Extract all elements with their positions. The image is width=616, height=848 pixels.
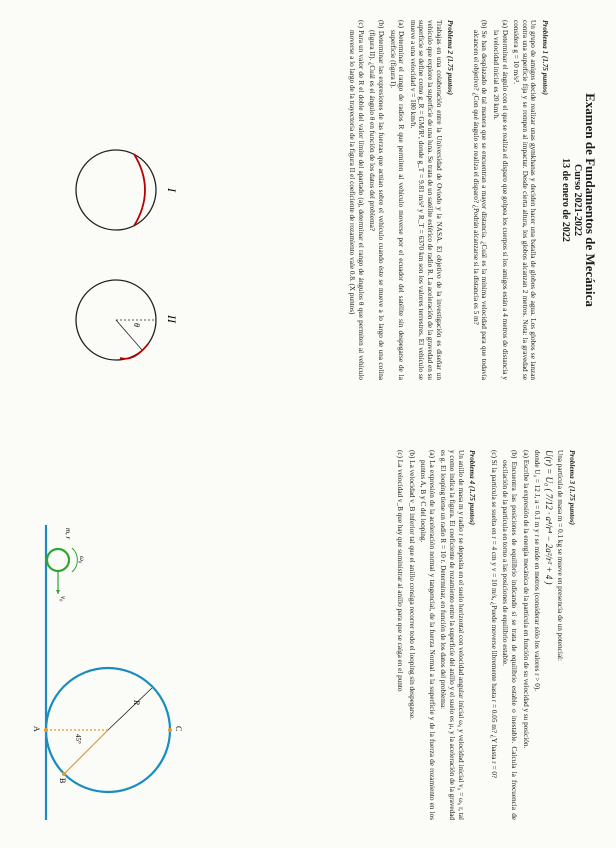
angle-label: 45° (74, 734, 82, 744)
point-C (168, 728, 172, 732)
p1-part-a: (a) Determinar el ángulo con el que se realiza el disparo que golpea los cuerpos si los amigos están a 4 metros de distancia y la velocidad inicial es 20 km/h. (492, 20, 509, 380)
orange-radius (64, 730, 108, 774)
ring-body (47, 528, 86, 602)
p2-title: Problema 2 (1.75 puntos) (446, 20, 455, 96)
figure-II (76, 280, 179, 360)
left-column (345, 20, 616, 380)
p2-figures (56, 130, 186, 390)
exam-title: Examen de Fundamentos de Mecánica (583, 93, 598, 307)
p1-intro: Un grupo de amigos decide realizar unas gymkhanas y deciden hacer una batalla de globos de agua. Los globos se lanzan contra una superficie fija y se rompen al impactar. Desde cierta altura, los globos alcanzan 2 metros. Nota: la gravedad se considera g = 10 m/s². (512, 20, 538, 380)
p1-part-b: (b) Se han desplazado de tal manera que se encuentran a mayor distancia. ¿Cuál es la mínima velocidad para que todavía alcancen el objetivo? ¿Con qué ángulo se realiza el disparo? ¿Podrán alcanzarse si la distancia es 5 m? (471, 20, 489, 380)
p4-part-b: (b) La velocidad v_B inferior tal que el anillo consiga recorrer todo el looping sin despegarse. (407, 450, 416, 720)
exam-course: Curso 2021-2022 (572, 164, 583, 236)
theta-label: θ (132, 323, 141, 327)
p3-equation: U(r) = U₀ ( 7/12 · a⁴/r⁴ − 2a²/r² + 4 ) (543, 450, 554, 585)
point-B (62, 772, 66, 776)
figure-I-label: I (165, 188, 179, 192)
p3-note: donde U₀ = 12 J, a = 0.1 m y r se mide en metros (considerar sólo los valores r > 0). (533, 450, 542, 692)
p3-intro: Una partícula de masa m = 0.1 kg se mueve en presencia de un potencial: (556, 450, 565, 662)
p3-part-c: (c) Si la partícula se suelta en r = 4 cm y v = 10 m/s, ¿Puede moverse libremente hasta r = 0.05 m? ¿Y hasta r = 0? (489, 450, 498, 779)
label-v0: v₀ (59, 596, 67, 602)
label-omega: ω₀ (78, 556, 86, 564)
label-C: C (174, 726, 183, 732)
p4-looping-figure (6, 520, 216, 830)
label-m: m, r (64, 528, 72, 540)
p4-intro: Un anillo de masa m y radio r se deposita en el suelo horizontal con velocidad angular inicial ω₀ y velocidad inicial v₀ = ω₀ r, tal y como indica la figura. El coeficiente de rozamiento entre la superficie del anillo y el suelo es μ, y la aceleración de la gravedad es g. El looping tiene un radio R = 10 r. Determinar, en función de los datos del problema: (439, 450, 465, 820)
p2-part-a: (a) Determinar el rango de radios R que permiten al vehículo moverse por el ecuador del satélite sin despegarse de la superficie (figura I). (388, 20, 406, 380)
point-A (44, 728, 48, 732)
label-A: A (32, 726, 41, 732)
figure-II-label: II (165, 315, 179, 323)
p4-part-a: (a) La expresión de la aceleración normal y tangencial, de la fuerza Normal a la superficie y de la fuerza de rozamiento en los puntos A, B y C del looping. (419, 450, 436, 820)
p2-intro: Trabajas en una colaboración entre la Universidad de Oviedo y la NASA. El objetivo de la investigación es diseñar un vehículo que explore la superficie de una luna. Se trata de un satélite esférico de radio R. La aceleración de la gravedad en su superficie se define como g_R = GM/R², donde g_T = 9.81 m/s² y R_T = 6370 km son los valores terrestres. El vehículo se mueve a una velocidad v = 180 km/h. (408, 20, 443, 380)
exam-date: 13 de enero de 2022 (560, 158, 571, 242)
p1-title: Problema 1 (1.75 puntos) (541, 20, 549, 96)
omega-arrow (72, 548, 77, 572)
p4-title: Problema 4 (1.75 puntos) (468, 450, 477, 526)
label-B: B (58, 778, 67, 784)
figure-I (76, 150, 179, 230)
p3-part-a: (a) Escribe la expresión de la energía mecánica de la partícula en función de su velocidad y su posición. (521, 450, 530, 749)
p3-part-b: (b) Encuentra las posiciones de equilibrio indicando si se trata de equilibrio estable o inestable. Calcula la frecuencia de oscilación de la partícula en torno a las posiciones de equilibrio estable. (501, 450, 519, 820)
radius-line (108, 688, 152, 730)
p2-part-b: (b) Determinar las expresiones de las fuerzas que actúan sobre el vehículo cuando éste se mueve a lo largo de una colina (figura II). ¿Cuál es el ángulo θ en función de los datos del problema? (368, 20, 386, 380)
p2-part-c: (c) Para un valor de R el doble del valor límite del apartado (a), determinar el rango de ángulos θ que permiten al vehículo moverse a lo largo de la trayectoria de la figura II el coeficiente de rozamiento vale 0.8. (X puntos) (348, 20, 365, 380)
right-column (393, 450, 616, 820)
p4-part-c: (c) La velocidad v_B que hay que suministrar al anillo para que se caiga en el punto (396, 450, 405, 692)
p3-title: Problema 3 (1.75 puntos) (568, 450, 576, 526)
exam-header (559, 20, 598, 380)
label-R: R (132, 700, 141, 705)
